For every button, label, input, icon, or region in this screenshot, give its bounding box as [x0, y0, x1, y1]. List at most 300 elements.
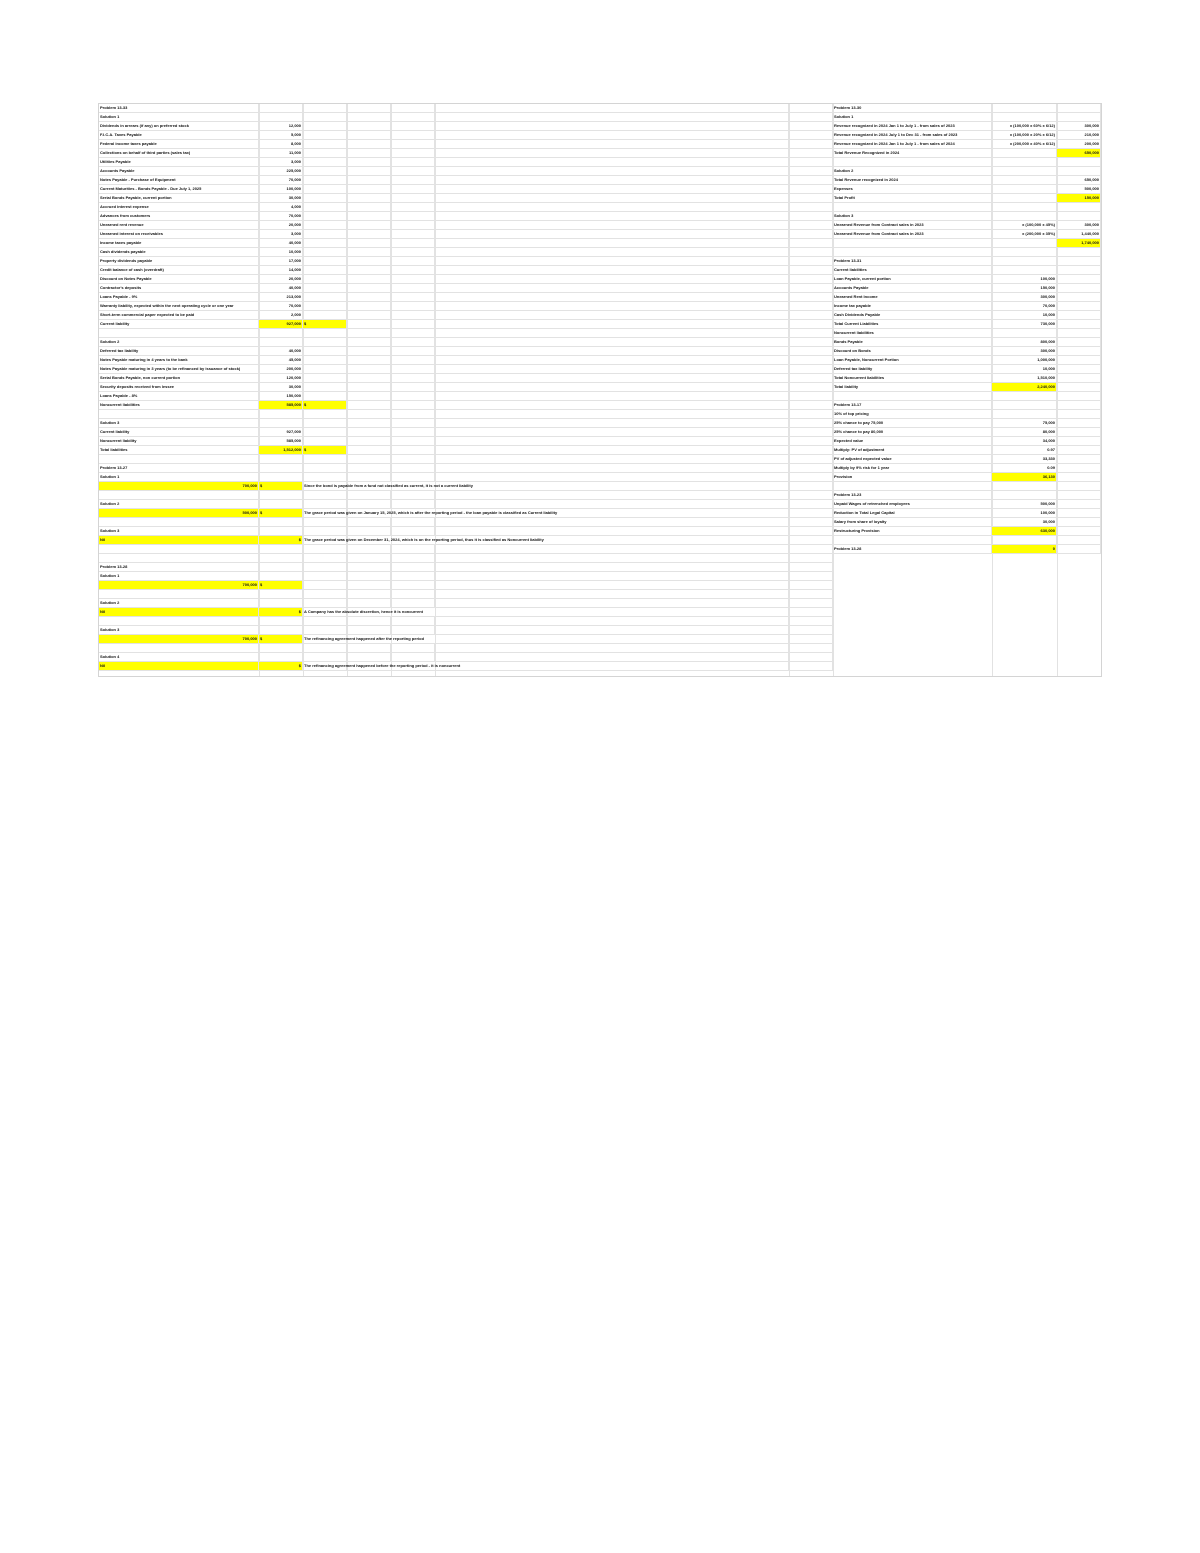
cell[interactable] [347, 428, 391, 437]
cell-label[interactable]: Problem 13-17 [833, 401, 992, 410]
cell-currency[interactable] [303, 626, 347, 635]
cell[interactable] [435, 563, 789, 572]
cell-label[interactable]: Expected value [833, 437, 992, 446]
cell[interactable] [347, 140, 391, 149]
cell-amount[interactable] [992, 158, 1057, 167]
cell[interactable] [435, 356, 789, 365]
cell-amount[interactable]: 1,000,000 [992, 356, 1057, 365]
cell[interactable] [347, 113, 391, 122]
cell[interactable] [391, 302, 435, 311]
cell-label[interactable]: Provision [833, 473, 992, 482]
cell[interactable] [391, 419, 435, 428]
cell-total[interactable]: 1,740,000 [1057, 239, 1101, 248]
cell[interactable] [435, 293, 789, 302]
cell[interactable] [347, 644, 391, 653]
cell-amount[interactable] [259, 113, 303, 122]
cell-currency[interactable] [303, 203, 347, 212]
cell-label[interactable] [99, 518, 259, 527]
cell[interactable] [391, 518, 435, 527]
cell[interactable] [391, 329, 435, 338]
cell-label[interactable]: Unearned Revenue from Contract sales in 2023 [833, 230, 992, 239]
cell[interactable] [789, 554, 833, 563]
cell-label[interactable]: Solution 1 [99, 572, 259, 581]
cell-currency[interactable]: $ [259, 608, 303, 617]
cell-currency[interactable] [303, 392, 347, 401]
cell-amount[interactable] [992, 167, 1057, 176]
cell-total[interactable]: 300,000 [1057, 122, 1101, 131]
cell-label[interactable]: Solution 4 [99, 653, 259, 662]
cell-label[interactable] [99, 644, 259, 653]
cell-currency[interactable] [303, 419, 347, 428]
cell[interactable] [435, 239, 789, 248]
cell[interactable] [435, 203, 789, 212]
cell[interactable] [391, 410, 435, 419]
cell[interactable] [347, 545, 391, 554]
cell-currency[interactable] [303, 599, 347, 608]
cell-label[interactable]: 25% chance to pay 80,000 [833, 428, 992, 437]
cell-currency[interactable] [303, 644, 347, 653]
cell[interactable] [435, 266, 789, 275]
cell[interactable] [789, 464, 833, 473]
cell-amount[interactable]: 630,000 [992, 527, 1057, 536]
cell-amount[interactable] [259, 491, 303, 500]
cell-amount[interactable] [259, 572, 303, 581]
cell-label[interactable] [833, 158, 992, 167]
cell-label[interactable]: Noncurrent liabilities [833, 329, 992, 338]
cell[interactable] [789, 167, 833, 176]
cell-label[interactable]: Problem 13-28 [99, 563, 259, 572]
cell-amount[interactable]: 75,000 [992, 419, 1057, 428]
cell[interactable] [789, 617, 833, 626]
cell[interactable] [789, 446, 833, 455]
cell-label[interactable]: Unearned interest on receivables [99, 230, 259, 239]
cell-amount[interactable] [992, 491, 1057, 500]
cell-total[interactable] [1057, 275, 1101, 284]
cell-label[interactable] [833, 482, 992, 491]
cell[interactable] [789, 275, 833, 284]
cell[interactable] [391, 104, 435, 113]
cell[interactable] [391, 500, 435, 509]
cell[interactable] [789, 518, 833, 527]
cell-amount[interactable]: 700,000 [99, 482, 259, 491]
cell-label[interactable]: Bonds Payable [833, 338, 992, 347]
cell[interactable] [391, 365, 435, 374]
cell-amount[interactable] [992, 257, 1057, 266]
cell-label[interactable]: Nil [99, 536, 259, 545]
cell[interactable] [789, 608, 833, 617]
cell[interactable] [391, 572, 435, 581]
cell[interactable] [789, 347, 833, 356]
cell-label[interactable]: Revenue recognized in 2024 July 1 to Dec 31 - from sales of 2023 [833, 131, 992, 140]
cell-amount[interactable]: 730,000 [992, 320, 1057, 329]
cell[interactable] [347, 176, 391, 185]
cell[interactable] [435, 617, 789, 626]
cell-amount[interactable] [992, 536, 1057, 545]
cell-amount[interactable]: 3,000 [259, 158, 303, 167]
cell-amount[interactable] [259, 338, 303, 347]
cell-currency[interactable] [303, 167, 347, 176]
cell-total[interactable] [1057, 329, 1101, 338]
cell[interactable] [347, 104, 391, 113]
cell[interactable] [347, 248, 391, 257]
cell-amount[interactable] [992, 212, 1057, 221]
cell-total[interactable] [1057, 212, 1101, 221]
cell-currency[interactable] [303, 617, 347, 626]
cell-currency[interactable] [303, 113, 347, 122]
cell-label[interactable]: Warranty liability, expected within the next operating cycle or one year [99, 302, 259, 311]
cell[interactable] [789, 428, 833, 437]
cell[interactable] [435, 185, 789, 194]
cell-amount[interactable]: 30,000 [992, 518, 1057, 527]
cell[interactable] [789, 257, 833, 266]
cell-currency[interactable] [303, 284, 347, 293]
cell-amount[interactable] [259, 653, 303, 662]
cell[interactable] [391, 446, 435, 455]
cell-label[interactable]: Notes Payable - Purchase of Equipment [99, 176, 259, 185]
cell[interactable] [391, 428, 435, 437]
cell[interactable] [789, 194, 833, 203]
cell-label[interactable]: Total Revenue Recognized in 2024 [833, 149, 992, 158]
cell-amount[interactable]: 5,000 [259, 131, 303, 140]
cell-label[interactable]: Noncurrent liabilities [99, 401, 259, 410]
cell-total[interactable] [1057, 383, 1101, 392]
cell-currency[interactable]: $ [259, 662, 303, 671]
cell[interactable] [347, 338, 391, 347]
cell[interactable] [347, 194, 391, 203]
cell-currency[interactable] [303, 158, 347, 167]
cell[interactable] [391, 212, 435, 221]
cell-total[interactable] [1057, 338, 1101, 347]
cell-label[interactable] [833, 203, 992, 212]
cell[interactable] [347, 464, 391, 473]
cell[interactable] [303, 581, 347, 590]
cell-label[interactable]: Loans Payable - 9% [99, 293, 259, 302]
cell[interactable] [435, 401, 789, 410]
cell-amount[interactable]: 200,000 [259, 365, 303, 374]
cell-amount[interactable]: 500,000 [99, 509, 259, 518]
cell-total[interactable] [1057, 347, 1101, 356]
cell[interactable] [789, 500, 833, 509]
cell-currency[interactable] [303, 437, 347, 446]
cell-total[interactable] [1057, 545, 1101, 554]
cell-total[interactable] [1057, 509, 1101, 518]
cell-note[interactable]: A Company has the absolute discretion, hence it is noncurrent [303, 608, 789, 617]
cell-total[interactable]: 210,000 [1057, 131, 1101, 140]
cell[interactable] [789, 662, 833, 671]
cell-amount[interactable]: 500,000 [992, 500, 1057, 509]
cell[interactable] [789, 140, 833, 149]
cell-amount[interactable]: 8,000 [259, 140, 303, 149]
cell-amount[interactable]: 100,000 [992, 275, 1057, 284]
cell[interactable] [391, 131, 435, 140]
cell-label[interactable]: Accrued interest expense [99, 203, 259, 212]
cell-total[interactable] [1057, 158, 1101, 167]
cell-amount[interactable]: 2,240,000 [992, 383, 1057, 392]
cell[interactable] [435, 500, 789, 509]
cell-amount[interactable]: 40,000 [259, 284, 303, 293]
cell-total[interactable]: 150,000 [1057, 194, 1101, 203]
cell-currency[interactable]: $ [303, 401, 347, 410]
cell-total[interactable] [1057, 464, 1101, 473]
cell-total[interactable] [1057, 365, 1101, 374]
cell-label[interactable]: Income tax payable [833, 302, 992, 311]
cell[interactable] [391, 275, 435, 284]
cell-label[interactable]: Expenses [833, 185, 992, 194]
cell-label[interactable] [99, 554, 259, 563]
cell[interactable] [789, 104, 833, 113]
cell-total[interactable] [1057, 410, 1101, 419]
cell[interactable] [347, 419, 391, 428]
cell-amount[interactable]: 30,000 [259, 194, 303, 203]
cell[interactable] [347, 365, 391, 374]
cell[interactable] [789, 185, 833, 194]
cell-total[interactable] [1057, 536, 1101, 545]
cell[interactable] [391, 167, 435, 176]
cell[interactable] [391, 122, 435, 131]
cell-amount[interactable] [259, 563, 303, 572]
cell[interactable] [435, 383, 789, 392]
cell-amount[interactable] [992, 203, 1057, 212]
cell[interactable] [789, 410, 833, 419]
cell-amount[interactable]: x (100,000 x 20% x 6/12) [992, 131, 1057, 140]
cell-currency[interactable] [303, 221, 347, 230]
cell-amount[interactable]: x (200,000 x 40% x 6/12) [992, 140, 1057, 149]
cell-currency[interactable]: $ [259, 635, 303, 644]
cell-amount[interactable]: x (200,000 x 35%) [992, 230, 1057, 239]
cell[interactable] [347, 401, 391, 410]
cell[interactable] [789, 320, 833, 329]
cell[interactable] [789, 149, 833, 158]
cell[interactable] [435, 437, 789, 446]
cell[interactable] [347, 410, 391, 419]
cell[interactable] [789, 230, 833, 239]
cell[interactable] [391, 527, 435, 536]
cell-currency[interactable]: $ [303, 446, 347, 455]
cell-amount[interactable]: 0.09 [992, 464, 1057, 473]
cell[interactable] [435, 275, 789, 284]
cell[interactable] [435, 347, 789, 356]
cell-total[interactable] [1057, 293, 1101, 302]
cell[interactable] [347, 122, 391, 131]
cell-amount[interactable]: 150,000 [259, 392, 303, 401]
cell[interactable] [391, 284, 435, 293]
cell-currency[interactable] [303, 428, 347, 437]
cell[interactable] [789, 302, 833, 311]
cell[interactable] [391, 464, 435, 473]
cell[interactable] [391, 257, 435, 266]
cell[interactable] [789, 491, 833, 500]
cell[interactable] [347, 320, 391, 329]
cell-total[interactable] [1057, 428, 1101, 437]
cell-amount[interactable] [259, 599, 303, 608]
cell[interactable] [789, 527, 833, 536]
cell-currency[interactable]: $ [259, 482, 303, 491]
cell-label[interactable]: Cash Dividends Payable [833, 311, 992, 320]
cell[interactable] [435, 491, 789, 500]
cell[interactable] [435, 113, 789, 122]
cell-amount[interactable] [992, 113, 1057, 122]
cell-currency[interactable] [303, 230, 347, 239]
cell-amount[interactable]: 225,000 [259, 167, 303, 176]
cell[interactable] [347, 374, 391, 383]
cell-label[interactable]: Accounts Payable [99, 167, 259, 176]
cell-label[interactable]: Solution 1 [99, 113, 259, 122]
cell-label[interactable]: Salary from share of loyalty [833, 518, 992, 527]
cell-label[interactable]: Collections on behalf of third parties (sales tax) [99, 149, 259, 158]
cell-total[interactable] [1057, 266, 1101, 275]
cell-amount[interactable]: 585,000 [259, 401, 303, 410]
cell-amount[interactable] [259, 473, 303, 482]
cell-label[interactable]: Restructuring Provision [833, 527, 992, 536]
cell-label[interactable]: Total liabilities [99, 446, 259, 455]
cell-total[interactable] [1057, 527, 1101, 536]
cell-currency[interactable] [303, 464, 347, 473]
cell-amount[interactable]: 800,000 [992, 338, 1057, 347]
cell-total[interactable]: 300,000 [1057, 221, 1101, 230]
cell[interactable] [435, 230, 789, 239]
cell-note[interactable]: The refinancing agreement happened before the reporting period - it is noncurrent [303, 662, 789, 671]
cell-label[interactable]: Multiply: PV of adjustment [833, 446, 992, 455]
cell-currency[interactable]: $ [259, 581, 303, 590]
cell[interactable] [789, 473, 833, 482]
cell-amount[interactable] [259, 419, 303, 428]
cell[interactable] [435, 158, 789, 167]
cell-currency[interactable]: $ [303, 320, 347, 329]
cell-total[interactable]: 500,000 [1057, 185, 1101, 194]
cell-currency[interactable] [303, 518, 347, 527]
cell-label[interactable]: F.I.C.A. Taxes Payable [99, 131, 259, 140]
cell-currency[interactable] [303, 491, 347, 500]
cell[interactable] [789, 113, 833, 122]
cell[interactable] [435, 518, 789, 527]
cell-total[interactable] [1057, 518, 1101, 527]
cell-currency[interactable] [303, 248, 347, 257]
cell-total[interactable]: 1,440,000 [1057, 230, 1101, 239]
cell[interactable] [391, 617, 435, 626]
cell[interactable] [347, 356, 391, 365]
cell-label[interactable]: Loans Payable - 8% [99, 392, 259, 401]
cell-amount[interactable]: 3,000 [259, 230, 303, 239]
cell[interactable] [435, 104, 789, 113]
cell[interactable] [789, 536, 833, 545]
cell-amount[interactable]: 700,000 [99, 635, 259, 644]
cell-label[interactable]: Loan Payable, current portion [833, 275, 992, 284]
cell-amount[interactable]: 150,000 [992, 284, 1057, 293]
cell-amount[interactable]: 20,000 [259, 221, 303, 230]
cell-currency[interactable] [303, 194, 347, 203]
cell[interactable] [347, 563, 391, 572]
cell-currency[interactable] [303, 104, 347, 113]
cell[interactable] [435, 248, 789, 257]
cell[interactable] [789, 392, 833, 401]
cell[interactable] [391, 248, 435, 257]
cell-amount[interactable]: 70,000 [259, 302, 303, 311]
cell[interactable] [347, 149, 391, 158]
cell-label[interactable]: Deferred tax liability [833, 365, 992, 374]
cell-currency[interactable] [303, 545, 347, 554]
cell-amount[interactable]: 700,000 [99, 581, 259, 590]
cell-label[interactable]: Problem 13-27 [99, 464, 259, 473]
cell-total[interactable] [1057, 473, 1101, 482]
cell-amount[interactable] [259, 626, 303, 635]
cell-total[interactable] [1057, 455, 1101, 464]
cell[interactable] [391, 140, 435, 149]
cell[interactable] [789, 419, 833, 428]
cell-label[interactable]: Unearned Revenue from Contract sales in 2023 [833, 221, 992, 230]
cell-amount[interactable]: 1,512,000 [259, 446, 303, 455]
cell[interactable] [435, 311, 789, 320]
cell-label[interactable]: Unearned Rent Income [833, 293, 992, 302]
cell-label[interactable]: Current liability [99, 320, 259, 329]
cell[interactable] [435, 653, 789, 662]
cell-amount[interactable] [259, 527, 303, 536]
cell-amount[interactable] [259, 617, 303, 626]
cell[interactable] [789, 455, 833, 464]
cell[interactable] [789, 293, 833, 302]
cell-amount[interactable]: 300,000 [992, 347, 1057, 356]
cell-amount[interactable] [992, 392, 1057, 401]
cell-total[interactable] [1057, 302, 1101, 311]
cell[interactable] [789, 176, 833, 185]
cell[interactable] [347, 455, 391, 464]
cell-currency[interactable] [303, 293, 347, 302]
cell-currency[interactable] [303, 311, 347, 320]
cell-amount[interactable]: 1,510,000 [992, 374, 1057, 383]
cell[interactable] [347, 275, 391, 284]
cell[interactable] [391, 230, 435, 239]
cell[interactable] [391, 581, 435, 590]
cell[interactable] [789, 644, 833, 653]
cell-amount[interactable] [992, 248, 1057, 257]
cell-currency[interactable] [303, 266, 347, 275]
cell[interactable] [391, 113, 435, 122]
cell-amount[interactable]: 300,000 [992, 293, 1057, 302]
cell-label[interactable]: Noncurrent liability [99, 437, 259, 446]
cell[interactable] [391, 590, 435, 599]
cell-label[interactable] [833, 248, 992, 257]
cell[interactable] [391, 392, 435, 401]
cell-total[interactable]: 200,000 [1057, 140, 1101, 149]
cell-label[interactable] [99, 590, 259, 599]
cell-label[interactable]: Advances from customers [99, 212, 259, 221]
cell-amount[interactable] [992, 266, 1057, 275]
cell-amount[interactable] [259, 500, 303, 509]
cell[interactable] [435, 428, 789, 437]
cell[interactable] [435, 374, 789, 383]
cell[interactable] [435, 221, 789, 230]
cell[interactable] [391, 347, 435, 356]
cell-amount[interactable]: 100,000 [992, 509, 1057, 518]
cell-label[interactable]: Revenue recognized in 2024 Jan 1 to July 1 - from sales of 2024 [833, 140, 992, 149]
cell-amount[interactable]: 20,000 [259, 275, 303, 284]
cell-amount[interactable]: 12,000 [259, 122, 303, 131]
cell-currency[interactable] [303, 653, 347, 662]
cell-label[interactable]: Solution 3 [833, 212, 992, 221]
cell-label[interactable]: Loan Payable, Noncurrent Portion [833, 356, 992, 365]
cell-amount[interactable]: 33,330 [992, 455, 1057, 464]
cell-label[interactable] [833, 239, 992, 248]
cell[interactable] [391, 644, 435, 653]
cell[interactable] [347, 473, 391, 482]
cell-amount[interactable] [259, 410, 303, 419]
cell-label[interactable]: Serial Bonds Payable, current portion [99, 194, 259, 203]
cell[interactable] [391, 437, 435, 446]
cell[interactable] [435, 131, 789, 140]
cell-label[interactable]: Solution 2 [99, 599, 259, 608]
cell-amount[interactable]: 10,000 [992, 311, 1057, 320]
cell[interactable] [391, 239, 435, 248]
cell[interactable] [789, 338, 833, 347]
